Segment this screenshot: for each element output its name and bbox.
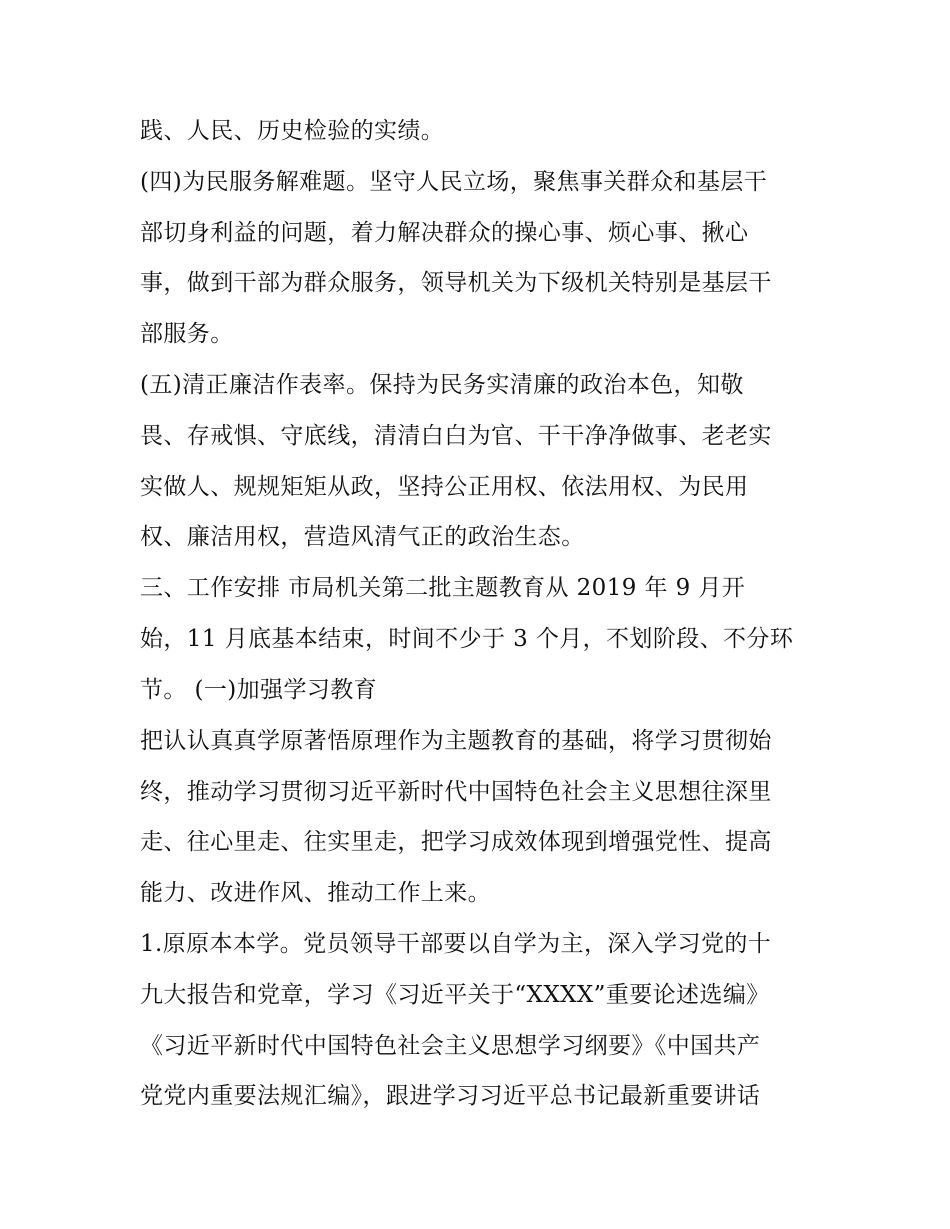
text-line: 党党内重要法规汇编》，跟进学习习近平总书记最新重要讲话 — [140, 1083, 761, 1109]
text-line: 践、人民、历史检验的实绩。 — [140, 118, 445, 144]
text-line: 事，做到干部为群众服务，领导机关为下级机关特别是基层干 — [140, 270, 772, 296]
text-line: 三、工作安排 市局机关第二批主题教育从 2019 年 9 月开 — [140, 575, 746, 601]
text-line: (四)为民服务解难题。坚守人民立场，聚焦事关群众和基层干 — [140, 169, 768, 195]
text-line: 实做人、规规矩矩从政，坚持公正用权、依法用权、为民用 — [140, 474, 749, 500]
text-line: 节。 (一)加强学习教育 — [140, 677, 378, 703]
text-line: 《习近平新时代中国特色社会主义思想学习纲要》《中国共产 — [140, 1033, 761, 1059]
text-line: 能力、改进作风、推动工作上来。 — [140, 880, 491, 906]
text-line: 权、廉洁用权，营造风清气正的政治生态。 — [140, 524, 585, 550]
text-line: 部服务。 — [140, 321, 234, 347]
text-line: 把认认真真学原著悟原理作为主题教育的基础，将学习贯彻始 — [140, 728, 772, 754]
text-line: 走、往心里走、往实里走，把学习成效体现到增强党性、提高 — [140, 829, 772, 855]
text-line: (五)清正廉洁作表率。保持为民务实清廉的政治本色，知敬 — [140, 372, 744, 398]
text-line: 1.原原本本学。党员领导干部要以自学为主，深入学习党的十 — [140, 931, 772, 957]
text-line: 始，11 月底基本结束，时间不少于 3 个月，不划阶段、不分环 — [140, 626, 794, 652]
text-line: 畏、存戒惧、守底线，清清白白为官、干干净净做事、老老实 — [140, 423, 772, 449]
text-line: 九大报告和党章，学习《习近平关于“XXXX”重要论述选编》 — [140, 982, 770, 1008]
text-line: 终，推动学习贯彻习近平新时代中国特色社会主义思想往深里 — [140, 779, 772, 805]
text-line: 部切身利益的问题，着力解决群众的操心事、烦心事、揪心 — [140, 220, 749, 246]
